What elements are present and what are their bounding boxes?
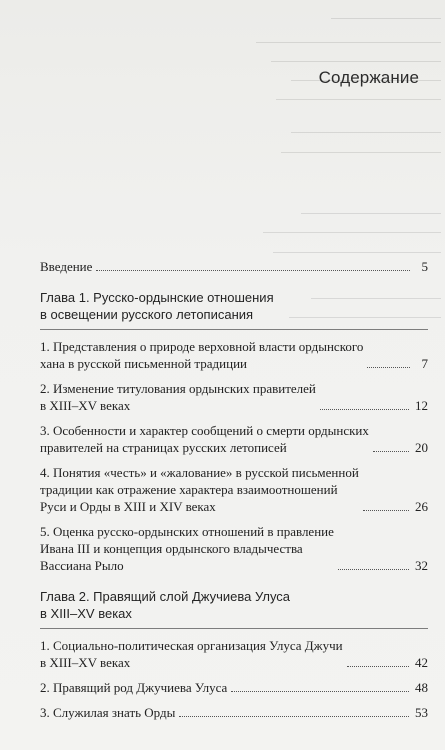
dot-leader: [338, 569, 409, 570]
toc-entry-text: [40, 679, 227, 696]
toc-entry-line: Вассиана Рыло: [40, 558, 124, 573]
toc-entry: [40, 704, 428, 721]
toc-entry: [40, 380, 428, 414]
toc-entry-line: хана в русской письменной традиции: [40, 356, 247, 371]
page-number: 26: [415, 499, 428, 514]
toc-entry: [40, 523, 428, 574]
toc-entry-line: в XIII–XV веках: [40, 655, 131, 670]
toc-entry-text: [40, 523, 334, 574]
chapter-1: [40, 289, 428, 574]
chapter-title-line: Глава 2. Правящий слой Джучиева Улуса: [40, 589, 291, 604]
chapter-title-line: в XIII–XV веках: [40, 606, 132, 621]
toc-entry-line: 3. Особенности и характер сообщений о смерти ордынских: [40, 423, 369, 438]
chapter-2: [40, 588, 428, 721]
chapter-title: [40, 588, 428, 629]
toc-entry-line: 4. Понятия «честь» и «жалование» в русской письменной: [40, 465, 359, 480]
toc-entry: [40, 637, 428, 671]
toc-entry-line: 1. Представления о природе верховной власти ордынского: [40, 339, 364, 354]
toc-entry-line: традиции как отражение характера взаимоотношений: [40, 482, 338, 497]
chapter-1-sections: [40, 338, 428, 574]
toc-entry-text: [40, 258, 92, 275]
page-number: 5: [421, 259, 428, 274]
dot-leader: [320, 409, 409, 410]
toc-entry-line: 3. Служилая знать Орды: [40, 705, 176, 720]
toc-entry-line: 2. Правящий род Джучиева Улуса: [40, 680, 228, 695]
chapter-2-sections: [40, 637, 428, 721]
chapter-title: [40, 289, 428, 330]
toc-entry-line: правителей на страницах русских летописей: [40, 440, 287, 455]
toc-entry-line: в XIII–XV веках: [40, 398, 131, 413]
table-of-contents: [40, 258, 428, 721]
toc-entry-line: Ивана III и концепция ордынского владычества: [40, 541, 303, 556]
page-number: 42: [415, 655, 428, 670]
toc-entry: [40, 338, 428, 372]
dot-leader: [363, 510, 409, 511]
toc-entry-text: [40, 338, 363, 372]
page-number: 53: [415, 705, 428, 720]
dot-leader: [367, 367, 410, 368]
toc-entry: [40, 422, 428, 456]
toc-entry: [40, 464, 428, 515]
page-number: 32: [415, 558, 428, 573]
page-title: Содержание: [318, 68, 419, 87]
dot-leader: [373, 451, 409, 452]
page-number: 20: [415, 440, 428, 455]
toc-entry-line: Руси и Орды в XIII и XIV веках: [40, 499, 216, 514]
toc-entry-text: [40, 704, 175, 721]
page-number: 12: [415, 398, 428, 413]
toc-entry-line: 1. Социально-политическая организация Улуса Джучи: [40, 638, 343, 653]
chapter-title-line: в освещении русского летописания: [40, 307, 254, 322]
toc-entry-line: 2. Изменение титулования ордынских правителей: [40, 381, 316, 396]
page-number: 48: [415, 680, 428, 695]
dot-leader: [231, 691, 409, 692]
toc-entry-text: [40, 637, 343, 671]
toc-entry-line: 5. Оценка русско-ордынских отношений в правление: [40, 524, 334, 539]
toc-entry: [40, 679, 428, 696]
toc-entry-line: Введение: [40, 259, 93, 274]
dot-leader: [347, 666, 409, 667]
toc-entry-introduction: [40, 258, 428, 275]
toc-entry-text: [40, 464, 359, 515]
dot-leader: [179, 716, 409, 717]
toc-entry-text: [40, 422, 369, 456]
page-number: 7: [421, 356, 428, 371]
chapter-title-line: Глава 1. Русско-ордынские отношения: [40, 290, 274, 305]
dot-leader: [96, 270, 410, 271]
toc-entry-text: [40, 380, 316, 414]
